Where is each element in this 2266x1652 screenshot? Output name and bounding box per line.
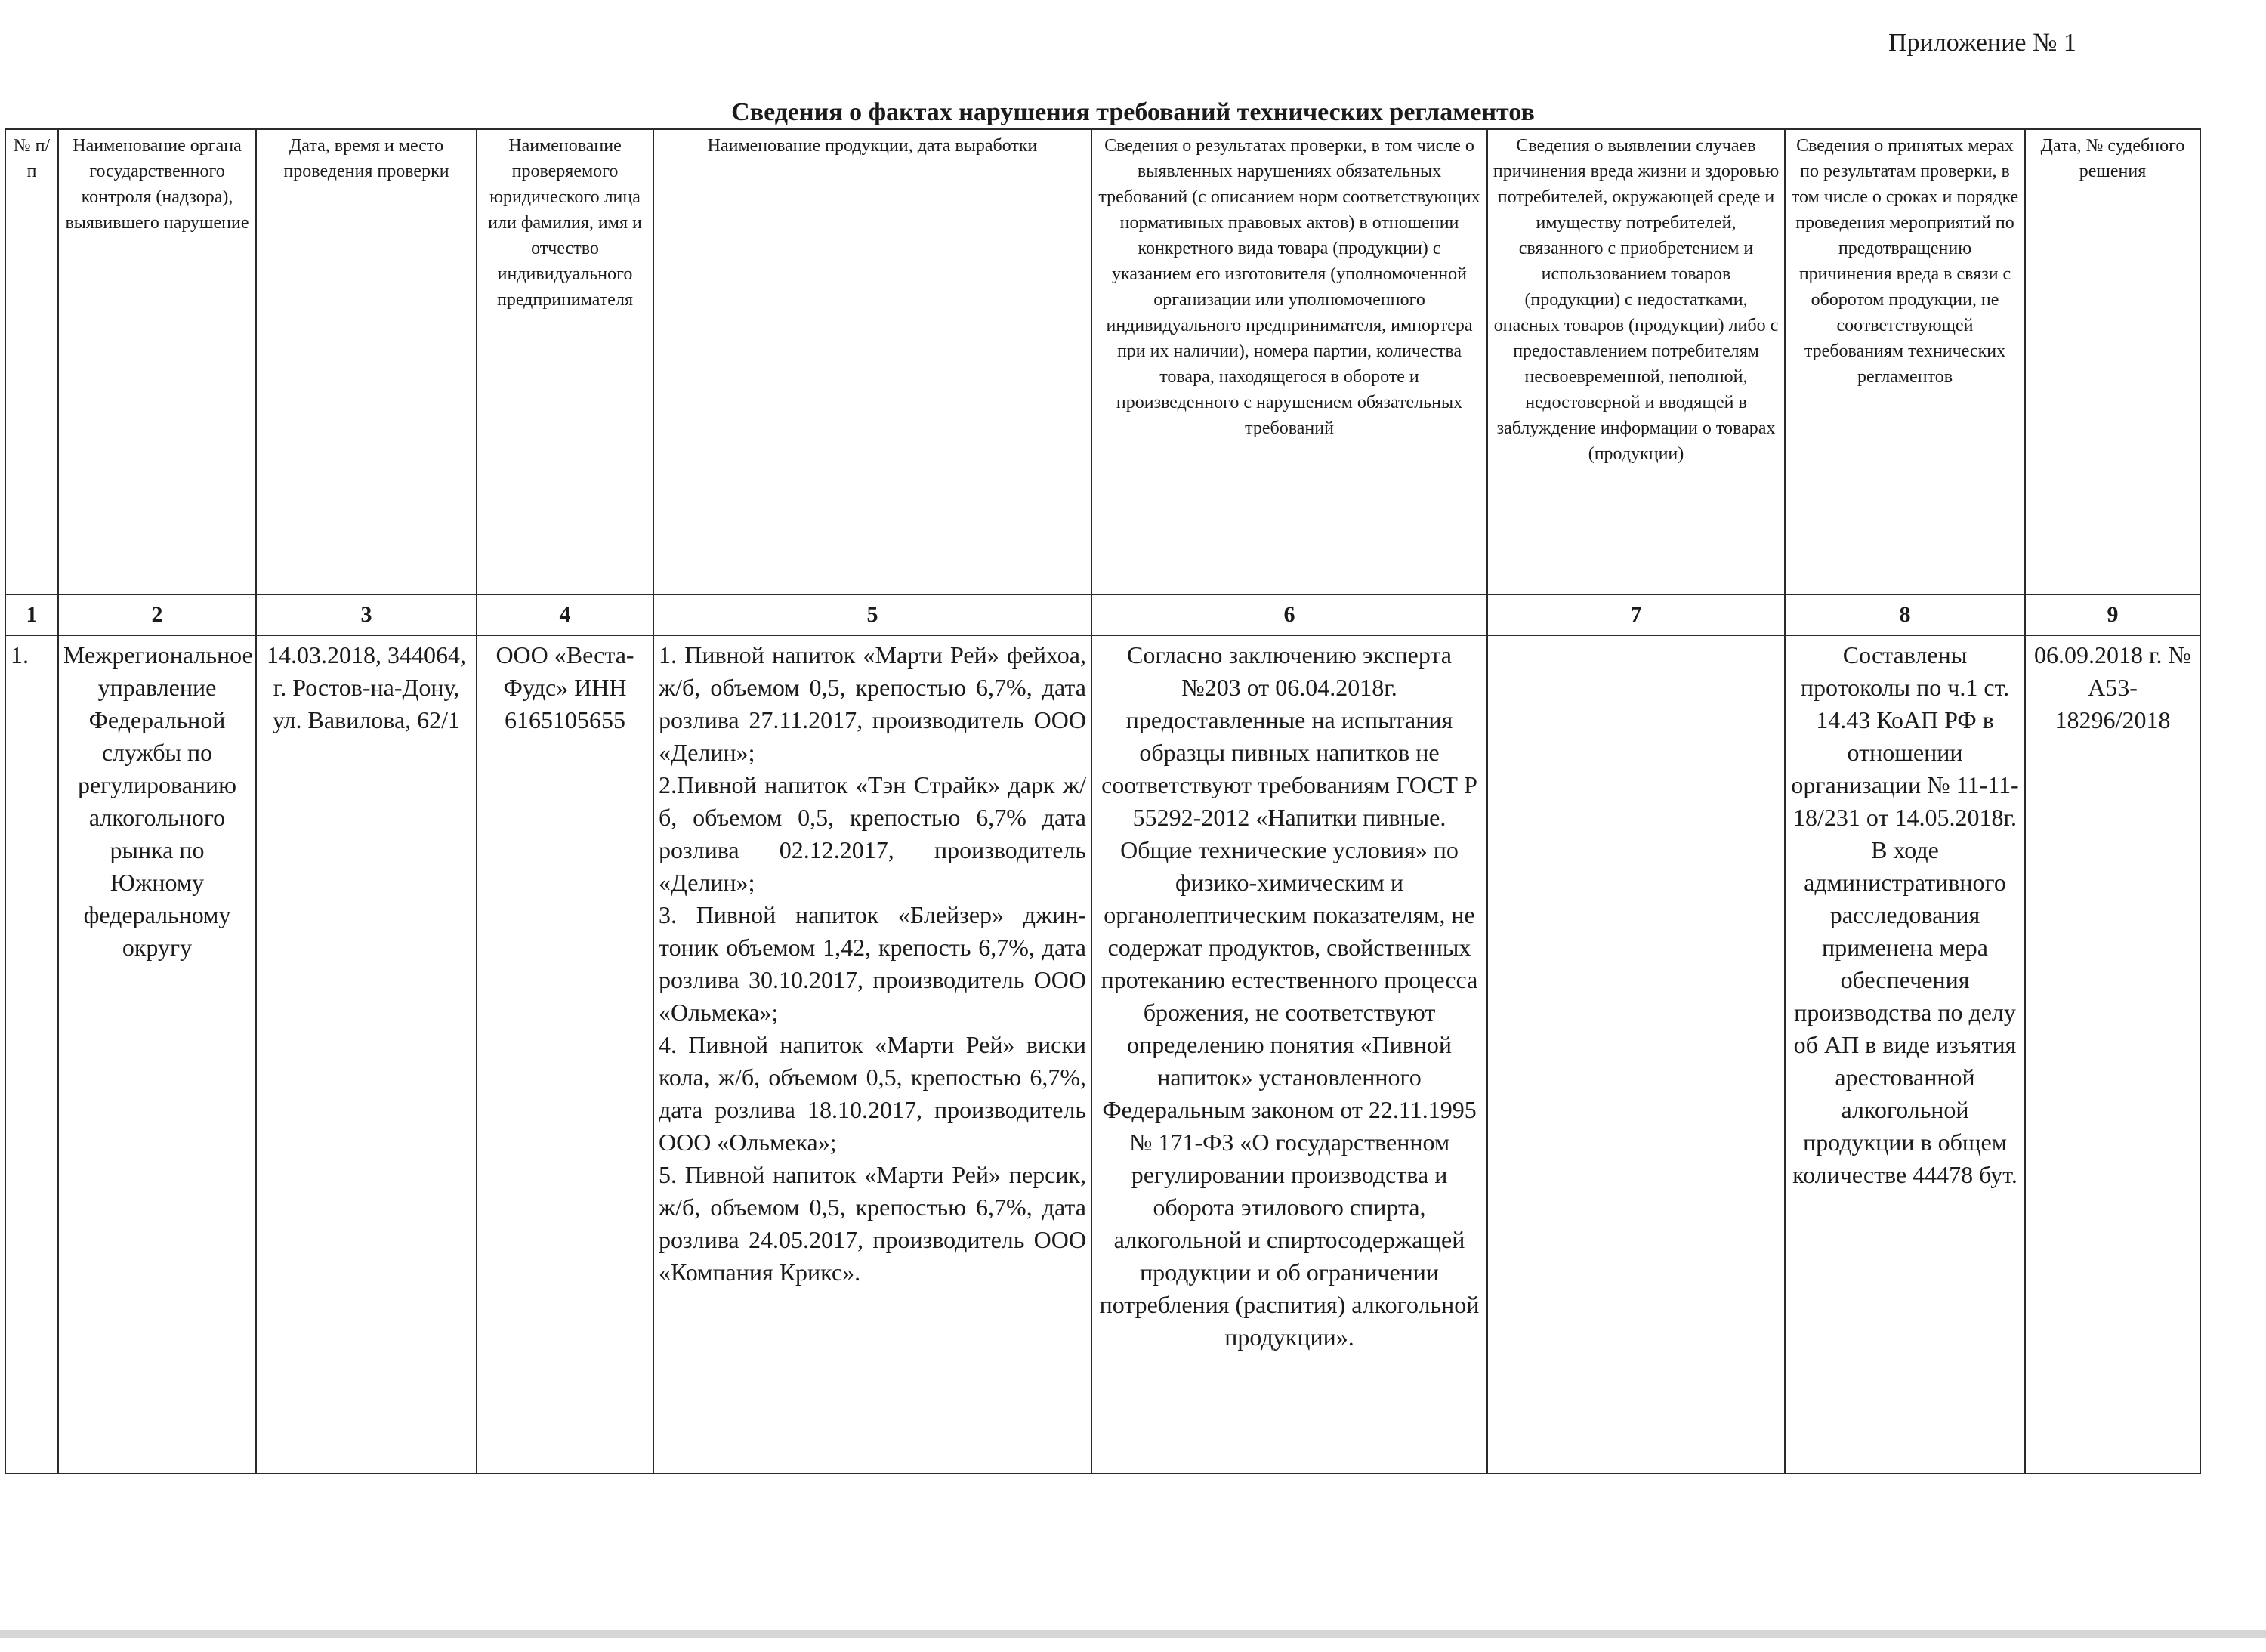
inspection-date-place: 14.03.2018, 344064, г. Ростов-на-Дону, ул. Вавилова, 62/1 [256, 635, 477, 1474]
header-col-9: Дата, № судебного решения [2025, 129, 2200, 594]
products-cell [653, 635, 1091, 1474]
column-number-6: 6 [1091, 594, 1487, 635]
inspection-results: Согласно заключению эксперта №203 от 06.04.2018г. предоставленные на испытания образцы пивных напитков не соответствуют требованиям ГОСТ Р 55292-2012 «Напитки пивные. Общие технические условия» по физико-химическим и органолептическим показателям, не содержат продуктов, свойственных протеканию естественного процесса брожения, не соответствуют определению понятия «Пивной напиток» установленного Федеральным законом от 22.11.1995 № 171-ФЗ «О государственном регулировании производства и оборота этилового спирта, алкогольной и спиртосодержащей продукции и об ограничении потребления (распития) алкогольной продукции». [1091, 635, 1487, 1474]
measures-taken: Составлены протоколы по ч.1 ст. 14.43 КоАП РФ в отношении организации № 11-11-18/231 от 14.05.2018г. В ходе административного расследования применена мера обеспечения производства по делу об АП в виде изъятия арестованной алкогольной продукции в общем количестве 44478 бут. [1785, 635, 2025, 1474]
column-number-9: 9 [2025, 594, 2200, 635]
header-col-7: Сведения о выявлении случаев причинения вреда жизни и здоровью потребителей, окружающей среде и имуществу потребителей, связанного с приобретением и использованием товаров (продукции) с недостатками, опасных товаров (продукции) либо с предоставлением потребителям несвоевременной, неполной, недостоверной и вводящей в заблуждение информации о товарах (продукции) [1487, 129, 1785, 594]
product-item-2: 2.Пивной напиток «Тэн Страйк» дарк ж/б, объемом 0,5, крепостью 6,7% дата розлива 02.12.2017, производитель «Делин»; [659, 771, 1086, 896]
header-col-8: Сведения о принятых мерах по результатам проверки, в том числе о сроках и порядке проведения мероприятий по предотвращению причинения вреда в связи с оборотом продукции, не соответствующей требованиям технических регламентов [1785, 129, 2025, 594]
court-decision: 06.09.2018 г. № А53-18296/2018 [2025, 635, 2200, 1474]
product-item-4: 4. Пивной напиток «Марти Рей» виски кола, ж/б, объемом 0,5, крепостью 6,7%, дата розлива 18.10.2017, производитель ООО «Ольмека»; [659, 1031, 1086, 1156]
header-col-6: Сведения о результатах проверки, в том числе о выявленных нарушениях обязательных требований (с описанием норм соответствующих нормативных правовых актов) в отношении конкретного вида товара (продукции) с указанием его изготовителя (уполномоченной организации или уполномоченного индивидуального предпринимателя, импортера при их наличии), номера партии, количества товара, находящегося в обороте и произведенного с нарушением обязательных требований [1091, 129, 1487, 594]
product-item-5: 5. Пивной напиток «Марти Рей» персик, ж/б, объемом 0,5, крепостью 6,7%, дата розлива 24.05.2017, производитель ООО «Компания Крикс». [659, 1161, 1086, 1286]
violations-table [5, 128, 2201, 1474]
page-bottom-edge [0, 1630, 2266, 1638]
document-title: Сведения о фактах нарушения требований технических регламентов [731, 98, 1535, 126]
header-col-1: № п/п [5, 129, 58, 594]
row-number: 1. [5, 635, 58, 1474]
header-col-5: Наименование продукции, дата выработки [653, 129, 1091, 594]
header-row [5, 129, 2200, 594]
column-number-3: 3 [256, 594, 477, 635]
column-number-7: 7 [1487, 594, 1785, 635]
inspected-entity: ООО «Веста-Фудс» ИНН 6165105655 [477, 635, 653, 1474]
appendix-label: Приложение № 1 [1888, 29, 2076, 57]
header-col-4: Наименование проверяемого юридического лица или фамилия, имя и отчество индивидуального предпринимателя [477, 129, 653, 594]
column-number-5: 5 [653, 594, 1091, 635]
table-row [5, 635, 2200, 1474]
header-col-2: Наименование органа государственного контроля (надзора), выявившего нарушение [58, 129, 256, 594]
header-col-3: Дата, время и место проведения проверки [256, 129, 477, 594]
control-organ: Межрегиональное управление Федеральной службы по регулированию алкогольного рынка по Южному федеральному округу [58, 635, 256, 1474]
column-number-1: 1 [5, 594, 58, 635]
column-number-8: 8 [1785, 594, 2025, 635]
product-item-3: 3. Пивной напиток «Блейзер» джин-тоник объемом 1,42, крепость 6,7%, дата розлива 30.10.2017, производитель ООО «Ольмека»; [659, 901, 1086, 1026]
column-number-4: 4 [477, 594, 653, 635]
column-number-2: 2 [58, 594, 256, 635]
product-item-1: 1. Пивной напиток «Марти Рей» фейхоа, ж/б, объемом 0,5, крепостью 6,7%, дата розлива 27.11.2017, производитель ООО «Делин»; [659, 641, 1086, 766]
harm-cases [1487, 635, 1785, 1474]
column-number-row [5, 594, 2200, 635]
